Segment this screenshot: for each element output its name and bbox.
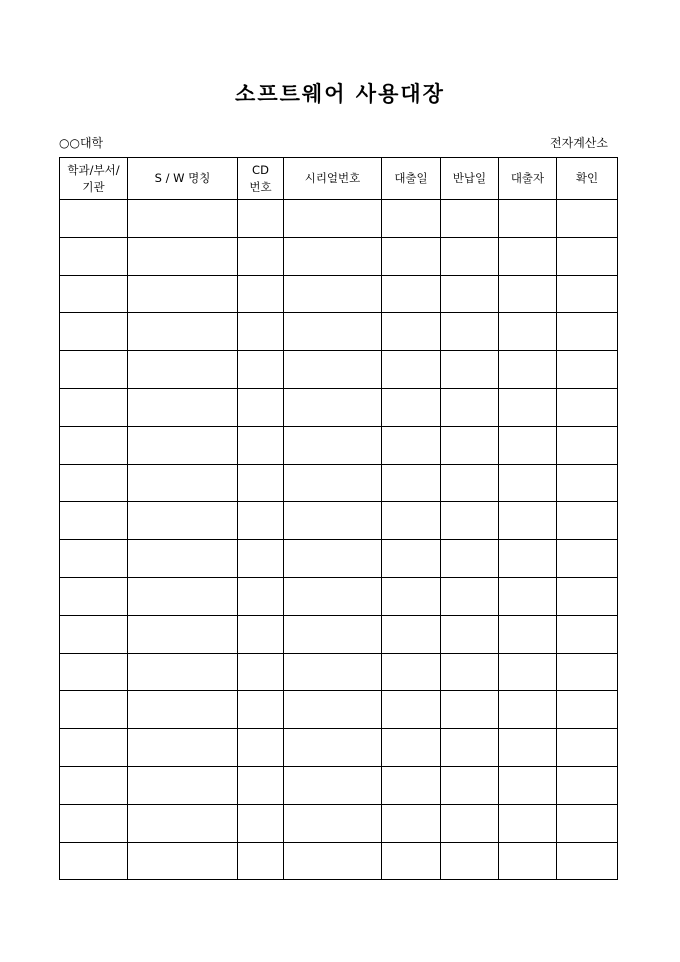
header-serial-number: 시리얼번호 <box>284 158 382 200</box>
table-cell[interactable] <box>284 275 382 313</box>
table-cell[interactable] <box>557 388 618 426</box>
table-cell[interactable] <box>238 502 284 540</box>
table-cell[interactable] <box>382 653 441 691</box>
table-cell[interactable] <box>557 615 618 653</box>
table-cell[interactable] <box>557 464 618 502</box>
table-row <box>60 842 618 880</box>
table-cell[interactable] <box>382 237 441 275</box>
table-cell[interactable] <box>441 200 499 238</box>
page-title: 소프트웨어 사용대장 <box>235 81 445 106</box>
table-cell[interactable] <box>441 388 499 426</box>
table-row <box>60 766 618 804</box>
table-cell[interactable] <box>557 313 618 351</box>
table-cell[interactable] <box>238 275 284 313</box>
table-row <box>60 426 618 464</box>
table-cell[interactable] <box>441 691 499 729</box>
table-cell[interactable] <box>128 540 238 578</box>
table-cell[interactable] <box>238 842 284 880</box>
table-cell[interactable] <box>557 502 618 540</box>
table-row <box>60 615 618 653</box>
table-cell[interactable] <box>128 313 238 351</box>
table-cell[interactable] <box>284 464 382 502</box>
table-cell[interactable] <box>128 766 238 804</box>
table-cell[interactable] <box>128 388 238 426</box>
table-cell[interactable] <box>382 464 441 502</box>
table-cell[interactable] <box>499 842 557 880</box>
table-cell[interactable] <box>60 200 128 238</box>
header-return-date: 반납일 <box>441 158 499 200</box>
table-cell[interactable] <box>238 351 284 389</box>
table-cell[interactable] <box>128 691 238 729</box>
table-cell[interactable] <box>499 502 557 540</box>
table-cell[interactable] <box>441 615 499 653</box>
table-cell[interactable] <box>382 275 441 313</box>
table-cell[interactable] <box>557 729 618 767</box>
table-cell[interactable] <box>441 766 499 804</box>
table-row <box>60 200 618 238</box>
table-cell[interactable] <box>128 653 238 691</box>
table-cell[interactable] <box>382 842 441 880</box>
header-software-name: S / W 명칭 <box>128 158 238 200</box>
table-cell[interactable] <box>60 804 128 842</box>
table-cell[interactable] <box>441 275 499 313</box>
table-cell[interactable] <box>284 615 382 653</box>
table-cell[interactable] <box>60 766 128 804</box>
table-cell[interactable] <box>238 313 284 351</box>
table-row <box>60 577 618 615</box>
table-body <box>60 200 618 880</box>
table-row <box>60 804 618 842</box>
table-cell[interactable] <box>499 653 557 691</box>
table-cell[interactable] <box>499 464 557 502</box>
header-loan-date: 대출일 <box>382 158 441 200</box>
table-cell[interactable] <box>499 729 557 767</box>
table-cell[interactable] <box>238 464 284 502</box>
table-cell[interactable] <box>284 653 382 691</box>
table-cell[interactable] <box>557 275 618 313</box>
table-cell[interactable] <box>60 275 128 313</box>
table-cell[interactable] <box>128 200 238 238</box>
table-cell[interactable] <box>441 540 499 578</box>
table-cell[interactable] <box>499 691 557 729</box>
table-cell[interactable] <box>499 237 557 275</box>
table-cell[interactable] <box>238 615 284 653</box>
table-cell[interactable] <box>60 502 128 540</box>
table-cell[interactable] <box>499 426 557 464</box>
table-cell[interactable] <box>60 615 128 653</box>
table-cell[interactable] <box>441 351 499 389</box>
table-row <box>60 351 618 389</box>
table-cell[interactable] <box>238 577 284 615</box>
table-cell[interactable] <box>499 313 557 351</box>
table-cell[interactable] <box>557 237 618 275</box>
table-cell[interactable] <box>382 313 441 351</box>
table-cell[interactable] <box>382 691 441 729</box>
table-cell[interactable] <box>557 691 618 729</box>
table-cell[interactable] <box>441 729 499 767</box>
table-cell[interactable] <box>382 540 441 578</box>
department-label: 전자계산소 <box>550 136 608 150</box>
table-cell[interactable] <box>499 540 557 578</box>
table-row <box>60 540 618 578</box>
table-cell[interactable] <box>238 766 284 804</box>
table-cell[interactable] <box>499 577 557 615</box>
table-row <box>60 691 618 729</box>
table-cell[interactable] <box>284 502 382 540</box>
table-header-row <box>60 158 618 200</box>
header-confirmation: 확인 <box>557 158 618 200</box>
table-row <box>60 237 618 275</box>
table-cell[interactable] <box>441 313 499 351</box>
table-cell[interactable] <box>284 729 382 767</box>
organization-label: ○○대학 <box>59 136 104 150</box>
header-cd-number: CD 번호 <box>238 158 284 200</box>
table-row <box>60 653 618 691</box>
table-cell[interactable] <box>284 200 382 238</box>
table-cell[interactable] <box>60 464 128 502</box>
table-cell[interactable] <box>128 426 238 464</box>
table-cell[interactable] <box>557 426 618 464</box>
table-cell[interactable] <box>284 577 382 615</box>
table-cell[interactable] <box>60 842 128 880</box>
table-cell[interactable] <box>128 842 238 880</box>
table-cell[interactable] <box>238 426 284 464</box>
table-cell[interactable] <box>557 842 618 880</box>
table-cell[interactable] <box>441 804 499 842</box>
table-cell[interactable] <box>382 766 441 804</box>
table-cell[interactable] <box>284 313 382 351</box>
table-cell[interactable] <box>238 804 284 842</box>
table-cell[interactable] <box>238 200 284 238</box>
software-usage-ledger-table <box>59 157 618 880</box>
table-cell[interactable] <box>284 388 382 426</box>
table-cell[interactable] <box>557 540 618 578</box>
table-cell[interactable] <box>238 540 284 578</box>
table-cell[interactable] <box>60 577 128 615</box>
table-cell[interactable] <box>284 540 382 578</box>
table-cell[interactable] <box>557 766 618 804</box>
table-cell[interactable] <box>238 729 284 767</box>
table-row <box>60 275 618 313</box>
table-cell[interactable] <box>499 275 557 313</box>
table-cell[interactable] <box>499 766 557 804</box>
table-cell[interactable] <box>284 766 382 804</box>
table-cell[interactable] <box>284 426 382 464</box>
table-cell[interactable] <box>382 200 441 238</box>
table-cell[interactable] <box>60 653 128 691</box>
table-cell[interactable] <box>557 351 618 389</box>
table-cell[interactable] <box>128 351 238 389</box>
table-cell[interactable] <box>382 804 441 842</box>
table-cell[interactable] <box>128 275 238 313</box>
table-cell[interactable] <box>557 804 618 842</box>
table-cell[interactable] <box>284 351 382 389</box>
table-cell[interactable] <box>499 351 557 389</box>
table-cell[interactable] <box>557 653 618 691</box>
table-cell[interactable] <box>557 200 618 238</box>
table-cell[interactable] <box>441 464 499 502</box>
header-borrower: 대출자 <box>499 158 557 200</box>
table-row <box>60 388 618 426</box>
table-cell[interactable] <box>284 842 382 880</box>
table-row <box>60 313 618 351</box>
table-cell[interactable] <box>60 426 128 464</box>
table-cell[interactable] <box>128 502 238 540</box>
table-cell[interactable] <box>60 388 128 426</box>
table-cell[interactable] <box>382 351 441 389</box>
table-cell[interactable] <box>128 804 238 842</box>
table-cell[interactable] <box>60 237 128 275</box>
table-cell[interactable] <box>499 804 557 842</box>
table-cell[interactable] <box>238 653 284 691</box>
table-cell[interactable] <box>382 388 441 426</box>
table-cell[interactable] <box>284 237 382 275</box>
table-row <box>60 464 618 502</box>
table-cell[interactable] <box>382 426 441 464</box>
table-cell[interactable] <box>60 729 128 767</box>
table-row <box>60 729 618 767</box>
table-cell[interactable] <box>238 691 284 729</box>
table-cell[interactable] <box>128 729 238 767</box>
table-cell[interactable] <box>441 237 499 275</box>
table-cell[interactable] <box>382 729 441 767</box>
header-department: 학과/부서/ 기관 <box>60 158 128 200</box>
table-cell[interactable] <box>60 351 128 389</box>
table-cell[interactable] <box>238 388 284 426</box>
table-cell[interactable] <box>382 615 441 653</box>
table-cell[interactable] <box>284 804 382 842</box>
table-row <box>60 502 618 540</box>
table-cell[interactable] <box>238 237 284 275</box>
table-cell[interactable] <box>441 842 499 880</box>
table-cell[interactable] <box>441 577 499 615</box>
table-cell[interactable] <box>499 200 557 238</box>
table-cell[interactable] <box>382 502 441 540</box>
table-cell[interactable] <box>128 464 238 502</box>
table-cell[interactable] <box>441 502 499 540</box>
table-cell[interactable] <box>441 426 499 464</box>
table-cell[interactable] <box>382 577 441 615</box>
table-cell[interactable] <box>60 540 128 578</box>
table-cell[interactable] <box>441 653 499 691</box>
table-cell[interactable] <box>128 577 238 615</box>
table-cell[interactable] <box>499 388 557 426</box>
table-cell[interactable] <box>284 691 382 729</box>
table-cell[interactable] <box>128 615 238 653</box>
table-cell[interactable] <box>128 237 238 275</box>
table-cell[interactable] <box>60 691 128 729</box>
table-cell[interactable] <box>557 577 618 615</box>
table-cell[interactable] <box>60 313 128 351</box>
table-cell[interactable] <box>499 615 557 653</box>
